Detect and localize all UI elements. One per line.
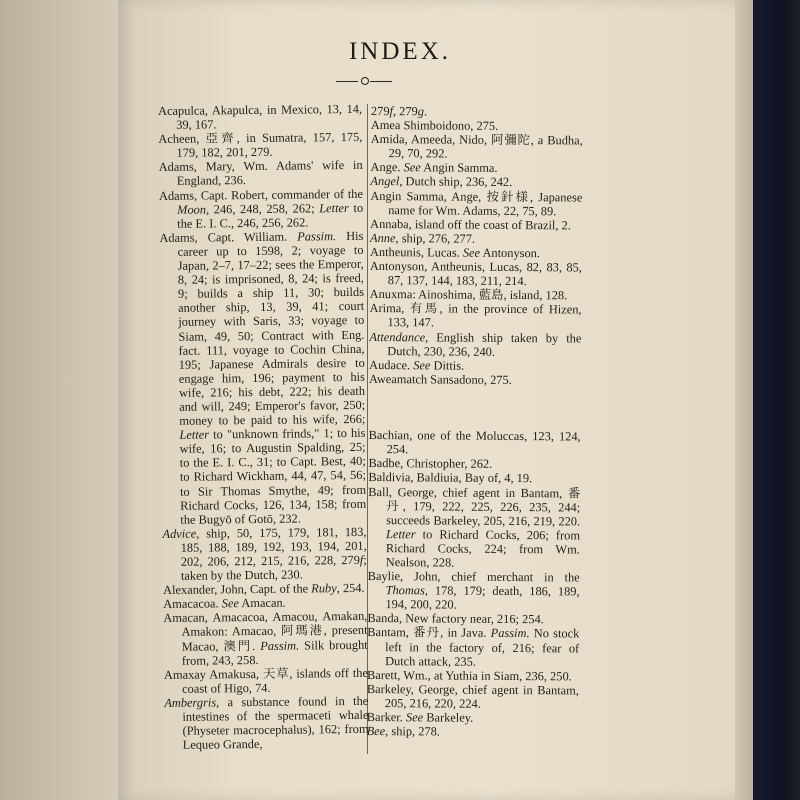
index-entry-text: Amaxay Amakusa, 天草, islands off the coast of Higo, 74. bbox=[163, 665, 369, 696]
page-stack-edge bbox=[735, 0, 753, 800]
index-entry bbox=[163, 581, 367, 597]
index-entry bbox=[370, 174, 582, 190]
index-entry-text: Amacan, Amacacoa, Amacou, Amakan, Amakon: Amacao, 阿瑪港, present Macao, 澳門. bbox=[163, 609, 368, 654]
index-entry bbox=[368, 456, 580, 472]
index-entry-text: Passim. bbox=[490, 626, 530, 641]
index-entry-text: Antheunis, Lucas. bbox=[369, 244, 463, 260]
index-entry bbox=[370, 217, 582, 233]
index-entry bbox=[371, 104, 583, 120]
index-entry-text: Adams, Capt. William. bbox=[159, 229, 298, 245]
index-entry bbox=[371, 160, 583, 176]
index-entry bbox=[369, 386, 581, 402]
index-entry-text: Bantam, 番丹, in Java. bbox=[367, 625, 491, 641]
index-entry-text: Banda, New factory near, 216; 254. bbox=[367, 611, 544, 627]
index-entry-text: Anuxma: Ainoshima, 藍島, island, 128. bbox=[369, 287, 568, 303]
index-entry-text: 279 bbox=[370, 104, 390, 119]
index-entry-text: , 279 bbox=[392, 104, 418, 119]
index-entry-text: Acheen, 亞齊, in Sumatra, 157, 175, 179, 182, 201, 279. bbox=[158, 130, 363, 161]
index-entry-text: Amea Shimboidono, 275. bbox=[370, 118, 499, 133]
index-entry bbox=[371, 118, 583, 134]
index-entry-text: Amacacoa. bbox=[163, 596, 222, 612]
index-entry-text: f bbox=[389, 104, 394, 119]
index-entry-text: Moon bbox=[177, 202, 207, 217]
index-entry-text: , ship, 276, 277. bbox=[395, 231, 476, 246]
index-entry-text: Attendance bbox=[369, 329, 426, 344]
index-entry-text: See bbox=[405, 710, 424, 725]
index-entry-text: Angin Samma. bbox=[420, 160, 498, 176]
index-entry-text: Angin Samma, Ange, 按針様, Japanese name for Wm. Adams, 22, 75, 89. bbox=[370, 188, 583, 218]
index-entry-text: His career up to 1598, 2; voyage to Japan, 2–7, 17–22; sees the Emperor, 8, 24; is imprisoned, 8, 24; is freed, 9; builds a ship 11, 30; builds another ship, 13, 39, 41; court journey with Saris, 33; voyage to Siam, 49, 50; Contract with Eng. fact. 111, voyage to Cochin China, 195; Japanese Admirals desire to engage him, 196; payment to his wife, 216; his debt, 222; his death and will, 249; Emperor's favor, 250; money to be paid to his wife, 266; bbox=[177, 228, 366, 428]
index-entry-text: Acapulca, Akapulca, in Mexico, 13, 14, 39, 167. bbox=[158, 101, 363, 132]
index-entry bbox=[367, 724, 579, 740]
book-cover bbox=[753, 0, 800, 800]
index-entry-text: Amacan. bbox=[238, 595, 286, 611]
index-entry-text: . bbox=[423, 104, 428, 119]
index-entry-text: Bee bbox=[366, 724, 386, 739]
title-ornament bbox=[336, 76, 392, 88]
index-entry-text: Alexander, John, Capt. of the bbox=[163, 581, 312, 598]
index-entry-text: , 178, 179; death, 186, 189, 194, 200, 220. bbox=[385, 583, 580, 612]
index-entry-text: Barker. bbox=[366, 710, 407, 725]
index-entry-text: Letter bbox=[319, 200, 349, 215]
index-entry-text: Antonyson, Antheunis, Lucas, 82, 83, 85, 87, 137, 144, 183, 211, 214. bbox=[369, 259, 582, 289]
index-entry-text: Adams, Mary, Wm. Adams' wife in England, 236. bbox=[158, 158, 363, 189]
index-entry bbox=[370, 231, 582, 247]
index-entry bbox=[367, 625, 579, 669]
index-entry-text: Antonyson. bbox=[480, 245, 541, 261]
index-entry-text: to Richard Cocks, 206; from Richard Cocks, 224; from Wm. Nealson, 228. bbox=[385, 527, 581, 570]
index-entry-text: to "unknown frinds," 1; to his wife, 16; to Augustin Spalding, 25; to the E. I. C., 31; to Capt. Best, 40; to Richard Wickham, 44, 47, 54, 56; to Sir Thomas Smythe, 49; from Richard Cocks, 126, 134, 158; from the Bugyō of Gotō, 232. bbox=[179, 426, 367, 527]
index-entry bbox=[367, 569, 579, 613]
index-entry-text: Dittis. bbox=[430, 358, 465, 373]
index-entry-text: Silk brought from, 243, 258. bbox=[181, 637, 368, 668]
index-entry-text: Anne bbox=[370, 230, 396, 246]
index-entry bbox=[370, 259, 582, 289]
index-entry bbox=[162, 525, 367, 584]
index-entry bbox=[164, 694, 369, 753]
index-entry bbox=[370, 245, 582, 261]
index-entry bbox=[369, 414, 581, 430]
index-entry bbox=[369, 301, 581, 331]
index-entry bbox=[370, 287, 582, 303]
index-entry-text: Letter bbox=[179, 427, 210, 442]
index-entry bbox=[371, 132, 583, 162]
index-entry bbox=[369, 428, 581, 458]
index-entry-text: Aweamatch Sansadono, 275. bbox=[369, 371, 512, 387]
index-entry bbox=[369, 372, 581, 388]
index-entry-text: Baylie, John, chief merchant in the bbox=[367, 569, 580, 585]
index-column-right bbox=[367, 104, 583, 740]
index-entry bbox=[159, 158, 363, 188]
index-entry-text: Advice bbox=[162, 526, 197, 541]
index-entry-text: See bbox=[221, 596, 239, 611]
index-entry bbox=[158, 102, 362, 132]
index-entry-text: Ambergris bbox=[164, 695, 217, 710]
index-entry-text: Letter bbox=[385, 526, 416, 542]
index-entry-text: Barkeley. bbox=[423, 710, 474, 725]
index-entry-text: Baldivia, Baldiuia, Bay of, 4, 19. bbox=[368, 470, 533, 486]
index-entry bbox=[369, 400, 581, 416]
index-entry-text: g bbox=[417, 104, 425, 119]
index-entry bbox=[163, 609, 368, 668]
page-title: INDEX. bbox=[348, 38, 451, 65]
index-entry bbox=[159, 229, 366, 527]
index-entry-text: f bbox=[359, 552, 364, 567]
index-entry bbox=[159, 186, 363, 230]
index-entry-text: Arima, 有馬, in the province of Hizen, 133, 147. bbox=[369, 301, 582, 330]
index-entry-text: Passim. bbox=[297, 228, 337, 244]
index-entry-text: , Dutch ship, 236, 242. bbox=[399, 174, 513, 190]
index-entry-text: , ship, 50, 175, 179, 181, 183, 185, 188, 189, 192, 193, 194, 201, 202, 206, 212, 215, 216, 228, 279 bbox=[180, 524, 367, 569]
index-entry-text: to the E. I. C., 246, 256, 262. bbox=[177, 200, 364, 231]
index-entry bbox=[164, 666, 368, 696]
index-entry-text: Ball, George, chief agent in Bantam, 番丹, 179, 222, 225, 226, 235, 244; succeeds Barkeley, 205, 216, 219, 220. bbox=[368, 484, 581, 529]
index-entry-text: Barkeley, George, chief agent in Bantam, 205, 216, 220, 224. bbox=[366, 681, 579, 711]
index-entry-text: See bbox=[403, 160, 421, 175]
index-entry-text: See bbox=[413, 357, 431, 373]
index-entry-text: , English ship taken by the Dutch, 230, 236, 240. bbox=[387, 329, 582, 359]
index-entry-text: Amida, Ameeda, Nido, 阿彌陀, a Budha, 29, 70, 292. bbox=[370, 132, 583, 161]
index-entry bbox=[367, 710, 579, 726]
index-entry-text: Bachian, one of the Moluccas, 123, 124, 254. bbox=[368, 428, 581, 457]
index-entry-text: , 254. bbox=[336, 581, 365, 596]
index-entry-text: Audace. bbox=[369, 357, 414, 372]
index-entry-text: Thomas bbox=[385, 583, 425, 598]
index-entry-text: Ange. bbox=[370, 160, 404, 175]
index-entry-text: ; taken by the Dutch, 230. bbox=[180, 552, 367, 583]
index-entry-text: Adams, Capt. Robert, commander of the bbox=[158, 186, 364, 203]
index-entry-text: , 246, 248, 258, 262; bbox=[205, 200, 320, 217]
index-entry bbox=[368, 470, 580, 486]
index-entry-text: , a substance found in the intestines of the spermaceti whale (Physeter macrocephalus), 162; from Lequeo Grande, bbox=[182, 693, 369, 752]
index-entry bbox=[368, 485, 581, 571]
index-column-left bbox=[158, 102, 369, 752]
index-entry bbox=[370, 189, 582, 219]
index-entry-text: Badbe, Christopher, 262. bbox=[368, 456, 493, 472]
index-entry bbox=[158, 130, 362, 160]
index-entry-text: Annaba, island off the coast of Brazil, 2. bbox=[370, 216, 571, 233]
index-entry-text: Ruby bbox=[311, 581, 337, 596]
index-entry-text: No stock left in the factory of, 216; fear of Dutch attack, 235. bbox=[385, 626, 580, 669]
index-entry-text: , ship, 278. bbox=[385, 724, 440, 739]
index-entry bbox=[367, 668, 579, 684]
index-entry-text: See bbox=[462, 245, 481, 260]
index-entry-text: Angel bbox=[370, 174, 400, 189]
index-entry bbox=[367, 682, 579, 712]
left-page-edge bbox=[0, 0, 125, 800]
index-entry-text: Barett, Wm., at Yuthia in Siam, 236, 250. bbox=[366, 667, 572, 684]
index-entry bbox=[369, 358, 581, 374]
index-entry bbox=[369, 329, 581, 359]
index-entry-text: Passim. bbox=[260, 638, 300, 653]
